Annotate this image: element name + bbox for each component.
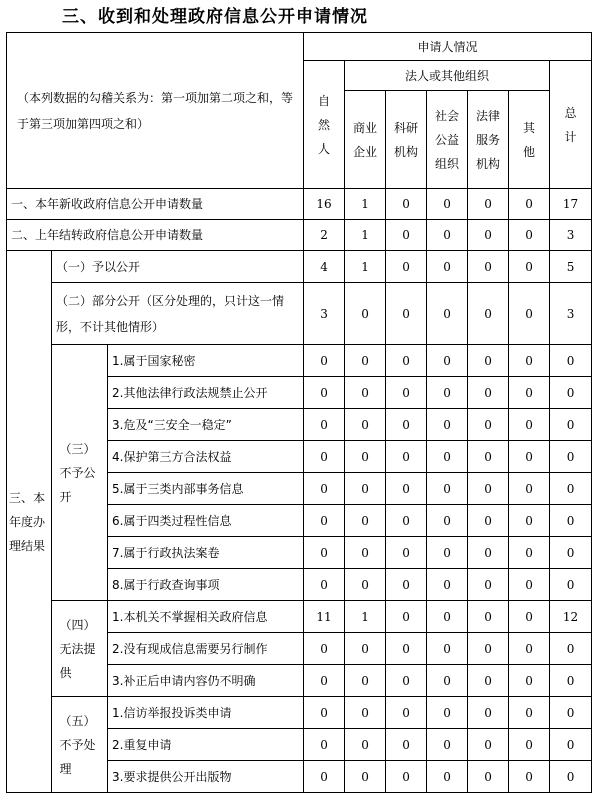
cell-value: 0 [386, 697, 427, 729]
header-legal-group: 法人或其他组织 [345, 61, 550, 91]
cell-value: 0 [468, 697, 509, 729]
cell-value: 0 [550, 505, 592, 537]
cell-value: 0 [509, 505, 550, 537]
cell-value: 0 [345, 761, 386, 793]
cell-value: 0 [386, 505, 427, 537]
row-label: 一、本年新收政府信息公开申请数量 [7, 189, 304, 220]
cell-value: 2 [304, 220, 345, 251]
row-label: 5.属于三类内部事务信息 [108, 473, 304, 505]
cell-value: 3 [550, 283, 592, 345]
cell-value: 0 [386, 251, 427, 283]
cell-value: 0 [509, 220, 550, 251]
header-applicant: 申请人情况 [304, 33, 592, 61]
header-legal-service: 法律服务机构 [468, 91, 509, 189]
disclosure-table [6, 32, 592, 793]
cell-value: 0 [468, 251, 509, 283]
row-label: 6.属于四类过程性信息 [108, 505, 304, 537]
cell-value: 0 [345, 345, 386, 377]
row-label: 2.重复申请 [108, 729, 304, 761]
cell-value: 0 [345, 283, 386, 345]
cell-value: 0 [386, 441, 427, 473]
cell-value: 0 [304, 761, 345, 793]
row-label: （一）予以公开 [52, 251, 304, 283]
cell-value: 0 [386, 537, 427, 569]
cell-value: 0 [509, 633, 550, 665]
cell-value: 0 [345, 729, 386, 761]
cell-value: 0 [304, 377, 345, 409]
cell-value: 0 [304, 665, 345, 697]
cell-value: 0 [509, 761, 550, 793]
group-5-label: （五）不予处理 [52, 697, 108, 793]
cell-value: 0 [386, 345, 427, 377]
cell-value: 1 [345, 601, 386, 633]
cell-value: 0 [468, 283, 509, 345]
table-row [7, 189, 592, 220]
cell-value: 0 [468, 441, 509, 473]
group-4-label: （四）无法提供 [52, 601, 108, 697]
row-label: 1.本机关不掌握相关政府信息 [108, 601, 304, 633]
cell-value: 0 [509, 189, 550, 220]
cell-value: 0 [427, 283, 468, 345]
header-natural-person: 自然人 [304, 61, 345, 189]
table-row [7, 283, 592, 345]
cell-value: 0 [509, 473, 550, 505]
cell-value: 17 [550, 189, 592, 220]
cell-value: 0 [509, 377, 550, 409]
cell-value: 0 [427, 377, 468, 409]
cell-value: 0 [427, 569, 468, 601]
header-research: 科研机构 [386, 91, 427, 189]
cell-value: 0 [345, 569, 386, 601]
cell-value: 3 [550, 220, 592, 251]
cell-value: 0 [509, 345, 550, 377]
cell-value: 0 [550, 761, 592, 793]
cell-value: 0 [345, 697, 386, 729]
row-label: 1.信访举报投诉类申请 [108, 697, 304, 729]
cell-value: 0 [468, 569, 509, 601]
cell-value: 0 [550, 345, 592, 377]
cell-value: 0 [468, 220, 509, 251]
cell-value: 0 [468, 633, 509, 665]
cell-value: 0 [386, 220, 427, 251]
cell-value: 0 [427, 633, 468, 665]
cell-value: 0 [550, 729, 592, 761]
cell-value: 0 [386, 377, 427, 409]
cell-value: 0 [427, 665, 468, 697]
cell-value: 0 [468, 761, 509, 793]
cell-value: 0 [386, 729, 427, 761]
cell-value: 0 [550, 633, 592, 665]
header-commercial: 商业企业 [345, 91, 386, 189]
row-label: 2.没有现成信息需要另行制作 [108, 633, 304, 665]
row-label: 3.要求提供公开出版物 [108, 761, 304, 793]
table-row [7, 251, 592, 283]
row-label: （二）部分公开（区分处理的，只计这一情形，不计其他情形） [52, 283, 304, 345]
cell-value: 0 [509, 441, 550, 473]
cell-value: 0 [509, 251, 550, 283]
cell-value: 0 [468, 377, 509, 409]
table-row [7, 220, 592, 251]
cell-value: 0 [304, 345, 345, 377]
group-3-label: （三）不予公开 [52, 345, 108, 601]
page-title: 三、收到和处理政府信息公开申请情况 [62, 7, 368, 27]
cell-value: 0 [386, 601, 427, 633]
cell-value: 0 [386, 283, 427, 345]
header-social: 社会公益组织 [427, 91, 468, 189]
cell-value: 0 [550, 473, 592, 505]
cell-value: 0 [509, 537, 550, 569]
cell-value: 0 [468, 189, 509, 220]
row-label: 7.属于行政执法案卷 [108, 537, 304, 569]
cell-value: 0 [468, 473, 509, 505]
cell-value: 1 [345, 220, 386, 251]
header-total: 总计 [550, 61, 592, 189]
cell-value: 0 [509, 697, 550, 729]
cell-value: 0 [427, 697, 468, 729]
cell-value: 0 [550, 665, 592, 697]
cell-value: 0 [345, 473, 386, 505]
cell-value: 0 [427, 761, 468, 793]
cell-value: 0 [427, 729, 468, 761]
row-label: 2.其他法律行政法规禁止公开 [108, 377, 304, 409]
header-note-cell [7, 33, 304, 189]
cell-value: 0 [345, 505, 386, 537]
cell-value: 5 [550, 251, 592, 283]
section-3-label: 三、本年度办理结果 [7, 251, 52, 793]
cell-value: 0 [386, 569, 427, 601]
cell-value: 0 [468, 345, 509, 377]
row-label: 二、上年结转政府信息公开申请数量 [7, 220, 304, 251]
cell-value: 0 [509, 601, 550, 633]
cell-value: 0 [304, 473, 345, 505]
cell-value: 0 [427, 189, 468, 220]
cell-value: 0 [386, 633, 427, 665]
cell-value: 0 [550, 537, 592, 569]
cell-value: 0 [304, 729, 345, 761]
cell-value: 0 [468, 601, 509, 633]
row-label: 3.危及“三安全一稳定” [108, 409, 304, 441]
row-label: 1.属于国家秘密 [108, 345, 304, 377]
table-row [7, 601, 592, 633]
cell-value: 0 [345, 665, 386, 697]
table-row [7, 345, 592, 377]
cell-value: 0 [304, 537, 345, 569]
cell-value: 0 [304, 505, 345, 537]
cell-value: 0 [386, 473, 427, 505]
cell-value: 11 [304, 601, 345, 633]
cell-value: 0 [509, 569, 550, 601]
row-label: 8.属于行政查询事项 [108, 569, 304, 601]
cell-value: 0 [345, 537, 386, 569]
cell-value: 0 [427, 251, 468, 283]
cell-value: 0 [386, 409, 427, 441]
cell-value: 0 [550, 569, 592, 601]
cell-value: 0 [304, 697, 345, 729]
cell-value: 4 [304, 251, 345, 283]
cell-value: 1 [345, 251, 386, 283]
row-label: 3.补正后申请内容仍不明确 [108, 665, 304, 697]
cell-value: 0 [304, 409, 345, 441]
cell-value: 0 [386, 665, 427, 697]
cell-value: 12 [550, 601, 592, 633]
cell-value: 0 [304, 633, 345, 665]
cell-value: 0 [427, 345, 468, 377]
cell-value: 0 [427, 441, 468, 473]
cell-value: 0 [345, 441, 386, 473]
table-row [7, 697, 592, 729]
cell-value: 0 [550, 409, 592, 441]
cell-value: 0 [427, 409, 468, 441]
cell-value: 0 [427, 537, 468, 569]
cell-value: 0 [386, 761, 427, 793]
cell-value: 0 [509, 283, 550, 345]
cell-value: 0 [468, 537, 509, 569]
cell-value: 0 [345, 409, 386, 441]
cell-value: 0 [468, 729, 509, 761]
cell-value: 0 [509, 409, 550, 441]
cell-value: 3 [304, 283, 345, 345]
cell-value: 0 [427, 601, 468, 633]
cell-value: 0 [427, 220, 468, 251]
cell-value: 0 [427, 473, 468, 505]
cell-value: 0 [345, 633, 386, 665]
header-other: 其他 [509, 91, 550, 189]
cell-value: 16 [304, 189, 345, 220]
cell-value: 0 [509, 665, 550, 697]
cell-value: 0 [345, 377, 386, 409]
cell-value: 0 [427, 505, 468, 537]
cell-value: 0 [468, 409, 509, 441]
cell-value: 0 [509, 729, 550, 761]
row-label: 4.保护第三方合法权益 [108, 441, 304, 473]
cell-value: 0 [468, 665, 509, 697]
cell-value: 0 [386, 189, 427, 220]
cell-value: 0 [304, 441, 345, 473]
cell-value: 1 [345, 189, 386, 220]
header-note: （本列数据的勾稽关系为：第一项加第二项之和，等于第三项加第四项之和） [17, 90, 294, 131]
cell-value: 0 [550, 441, 592, 473]
cell-value: 0 [304, 569, 345, 601]
cell-value: 0 [468, 505, 509, 537]
cell-value: 0 [550, 697, 592, 729]
cell-value: 0 [550, 377, 592, 409]
